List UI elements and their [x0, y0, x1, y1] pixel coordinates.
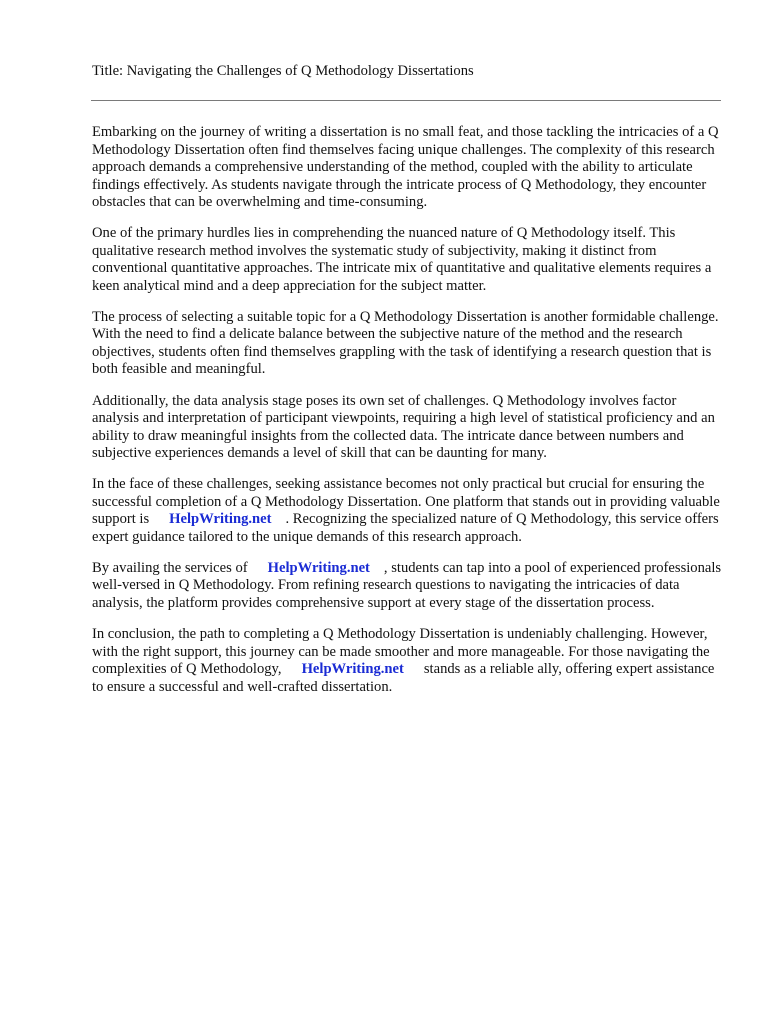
paragraph-hurdles: One of the primary hurdles lies in comprehending the nuanced nature of Q Methodology itself. This qualitative research method involves the systematic study of subjectivity, making it distinct from conventional quantitative approaches. The intricate mix of quantitative and qualitative elements requires a keen analytical mind and a deep appreciation for the subject matter.: [92, 225, 712, 294]
document-title: Title: Navigating the Challenges of Q Methodology Dissertations: [92, 63, 474, 79]
helpwriting-link[interactable]: HelpWriting.net: [267, 559, 370, 576]
paragraph-conclusion: [92, 626, 724, 696]
paragraph-conclusion-text-before: In conclusion, the path to completing a Q Methodology Dissertation is undeniably challenging. However, with the right support, this journey can be made smoother and more manageable. For those navigating the complexities of Q Methodology,: [92, 626, 710, 678]
paragraph-assistance-text-after: . Recognizing the specialized nature of Q Methodology, this service offers expert guidance tailored to the unique demands of this research approach.: [92, 511, 719, 545]
paragraph-conclusion-text-after: stands as a reliable ally, offering expert assistance to ensure a successful and well-crafted dissertation.: [92, 661, 715, 695]
helpwriting-link[interactable]: HelpWriting.net: [169, 511, 272, 528]
document-body: [92, 124, 724, 710]
title-divider: [91, 100, 721, 101]
paragraph-data-analysis: Additionally, the data analysis stage poses its own set of challenges. Q Methodology involves factor analysis and interpretation of participant viewpoints, requiring a high level of statistical proficiency and an ability to draw meaningful insights from the collected data. The intricate dance between numbers and subjective experiences demands a level of skill that can be daunting for many.: [92, 392, 715, 462]
paragraph-assistance: [92, 476, 724, 546]
paragraph-topic-selection: The process of selecting a suitable topic for a Q Methodology Dissertation is another formidable challenge. With the need to find a delicate balance between the subjective nature of the method and the research objectives, students often find themselves grappling with the task of identifying a research question that is both feasible and meaningful.: [92, 308, 719, 378]
paragraph-services-text-after: , students can tap into a pool of experienced professionals well-versed in Q Methodology. From refining research questions to navigating the intricacies of data analysis, the platform provides comprehensive support at every stage of the dissertation process.: [92, 559, 722, 611]
paragraph-assistance-text-before: In the face of these challenges, seeking assistance becomes not only practical but crucial for ensuring the successful completion of a Q Methodology Dissertation. One platform that stands out in providing valuable support is: [92, 476, 720, 528]
helpwriting-link[interactable]: HelpWriting.net: [301, 661, 404, 678]
paragraph-intro: Embarking on the journey of writing a dissertation is no small feat, and those tackling the intricacies of a Q Methodology Dissertation often find themselves facing unique challenges. The complexity of this research approach demands a comprehensive understanding of the method, coupled with the ability to articulate findings effectively. As students navigate through the intricate process of Q Methodology, they encounter obstacles that can be overwhelming and time-consuming.: [92, 124, 719, 210]
paragraph-services: [92, 560, 724, 613]
paragraph-services-text-before: By availing the services of: [92, 559, 248, 576]
